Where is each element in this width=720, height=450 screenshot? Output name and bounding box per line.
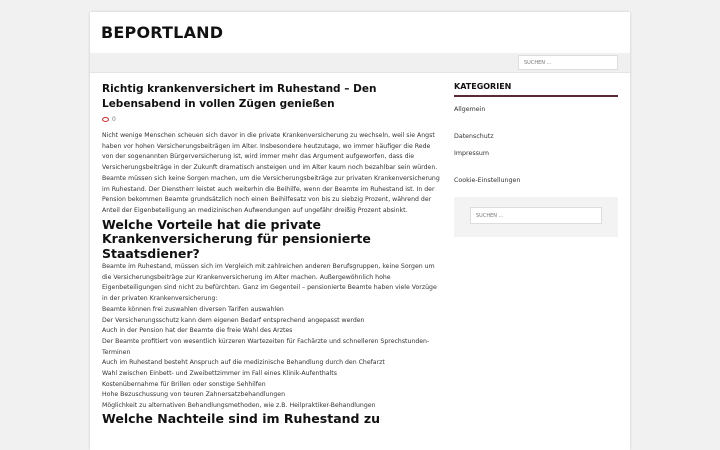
category-link[interactable]: Impressum — [454, 149, 489, 157]
category-link[interactable]: Datenschutz — [454, 133, 494, 140]
list-item: Der Beamte profitiert von wesentlich kürzeren Wartezeiten für Fachärzte und schnelleren Sprechstunden-Terminen — [102, 337, 430, 356]
benefits-list — [102, 305, 441, 412]
category-link[interactable]: Allgemein — [454, 106, 486, 113]
categories-list — [454, 106, 618, 185]
section-heading-disadvantages: Welche Nachteile sind im Ruhestand zu — [102, 410, 381, 426]
categories-title: KATEGORIEN — [454, 82, 618, 97]
list-item: Beamte können frei zuswahlen diversen Tarifen auswahlen — [102, 305, 284, 313]
list-item: Kostenübernahme für Brillen oder sonstige Sehhilfen — [102, 380, 266, 388]
sidebar — [454, 82, 618, 237]
nav-bar — [90, 53, 630, 73]
list-item: Möglichkeit zu alternativen Behandlungsmethoden, wie z.B. Heilpraktiker-Behandlungen — [102, 402, 376, 410]
list-item: Wahl zwischen Einbett- und Zweibettzimmer im Fall eines Klinik-Aufenthalts — [102, 370, 337, 378]
list-item: Der Versicherungsschutz kann dem eigenen Bedarf entsprechend angepasst werden — [102, 316, 365, 324]
post-title: Richtig krankenversichert im Ruhestand – Den Lebensabend in vollen Zügen genießen — [102, 83, 377, 110]
article — [102, 82, 441, 427]
section-heading-advantages: Welche Vorteile hat die private Krankenversicherung für pensionierte Staatsdiener? — [102, 216, 371, 262]
comment-count[interactable]: 0 — [112, 116, 116, 123]
list-item: Hohe Bezuschussung von teuren Zahnersatzbehandlungen — [102, 391, 286, 399]
list-item: Auch in der Pension hat der Beamte die freie Wahl des Arztes — [102, 327, 293, 335]
sidebar-search-input[interactable]: SUCHEN ... — [470, 207, 602, 224]
sidebar-search-widget — [454, 197, 618, 237]
page-container — [90, 12, 630, 450]
list-item: Auch im Ruhestand besteht Anspruch auf die medizinische Behandlung durch den Chefarzt — [102, 359, 385, 367]
post-meta — [102, 115, 441, 124]
header-search-input[interactable]: SUCHEN ... — [518, 55, 618, 70]
site-logo[interactable]: BEPORTLAND — [101, 23, 224, 42]
comment-icon[interactable] — [102, 117, 109, 122]
post-intro: Nicht wenige Menschen scheuen sich davor in die private Krankenversicherung zu wechseln, weil sie Angst haben vor hohen Versicherungsbeiträgen im Alter. Insbesondere heutzutage, wo immer häufiger die Rede von der sogenannten Bürgerversicherung ist, wird immer mehr das Argument aufgeworfen, dass die Versicherungsbeiträge in der Zukunft dramatisch ansteigen und im Alter kaum noch bezahlbar sein würden. Beamte müssen sich keine Sorgen machen, um die Versicherungsbeiträge zur privaten Krankenversicherung im Ruhestand. Der Dienstherr leistet auch weiterhin die Beihilfe, wenn der Beamte im Ruhestand ist. In der Pension bekommen Beamte grundsätzlich noch einen Beihilfesatz von bis zu siebzig Prozent, während der Anteil der Eigenbeteiligung an medizinischen Aufwendungen auf ungefähr dreißig Prozent absinkt. — [102, 132, 440, 214]
category-link[interactable]: Cookie-Einstellungen — [454, 176, 521, 184]
section-paragraph: Beamte im Ruhestand, müssen sich im Vergleich mit zahlreichen anderen Berufsgruppen, keine Sorgen um die Versicherungsbeiträge zur Krankenversicherung im Alter machen. Außergewöhnlich hohe Eigenbeteiligungen sind nicht zu befürchten. Ganz im Gegenteil – pensionierte Beamte haben viele Vorzüge in der privaten Krankenversicherung: — [102, 263, 437, 303]
